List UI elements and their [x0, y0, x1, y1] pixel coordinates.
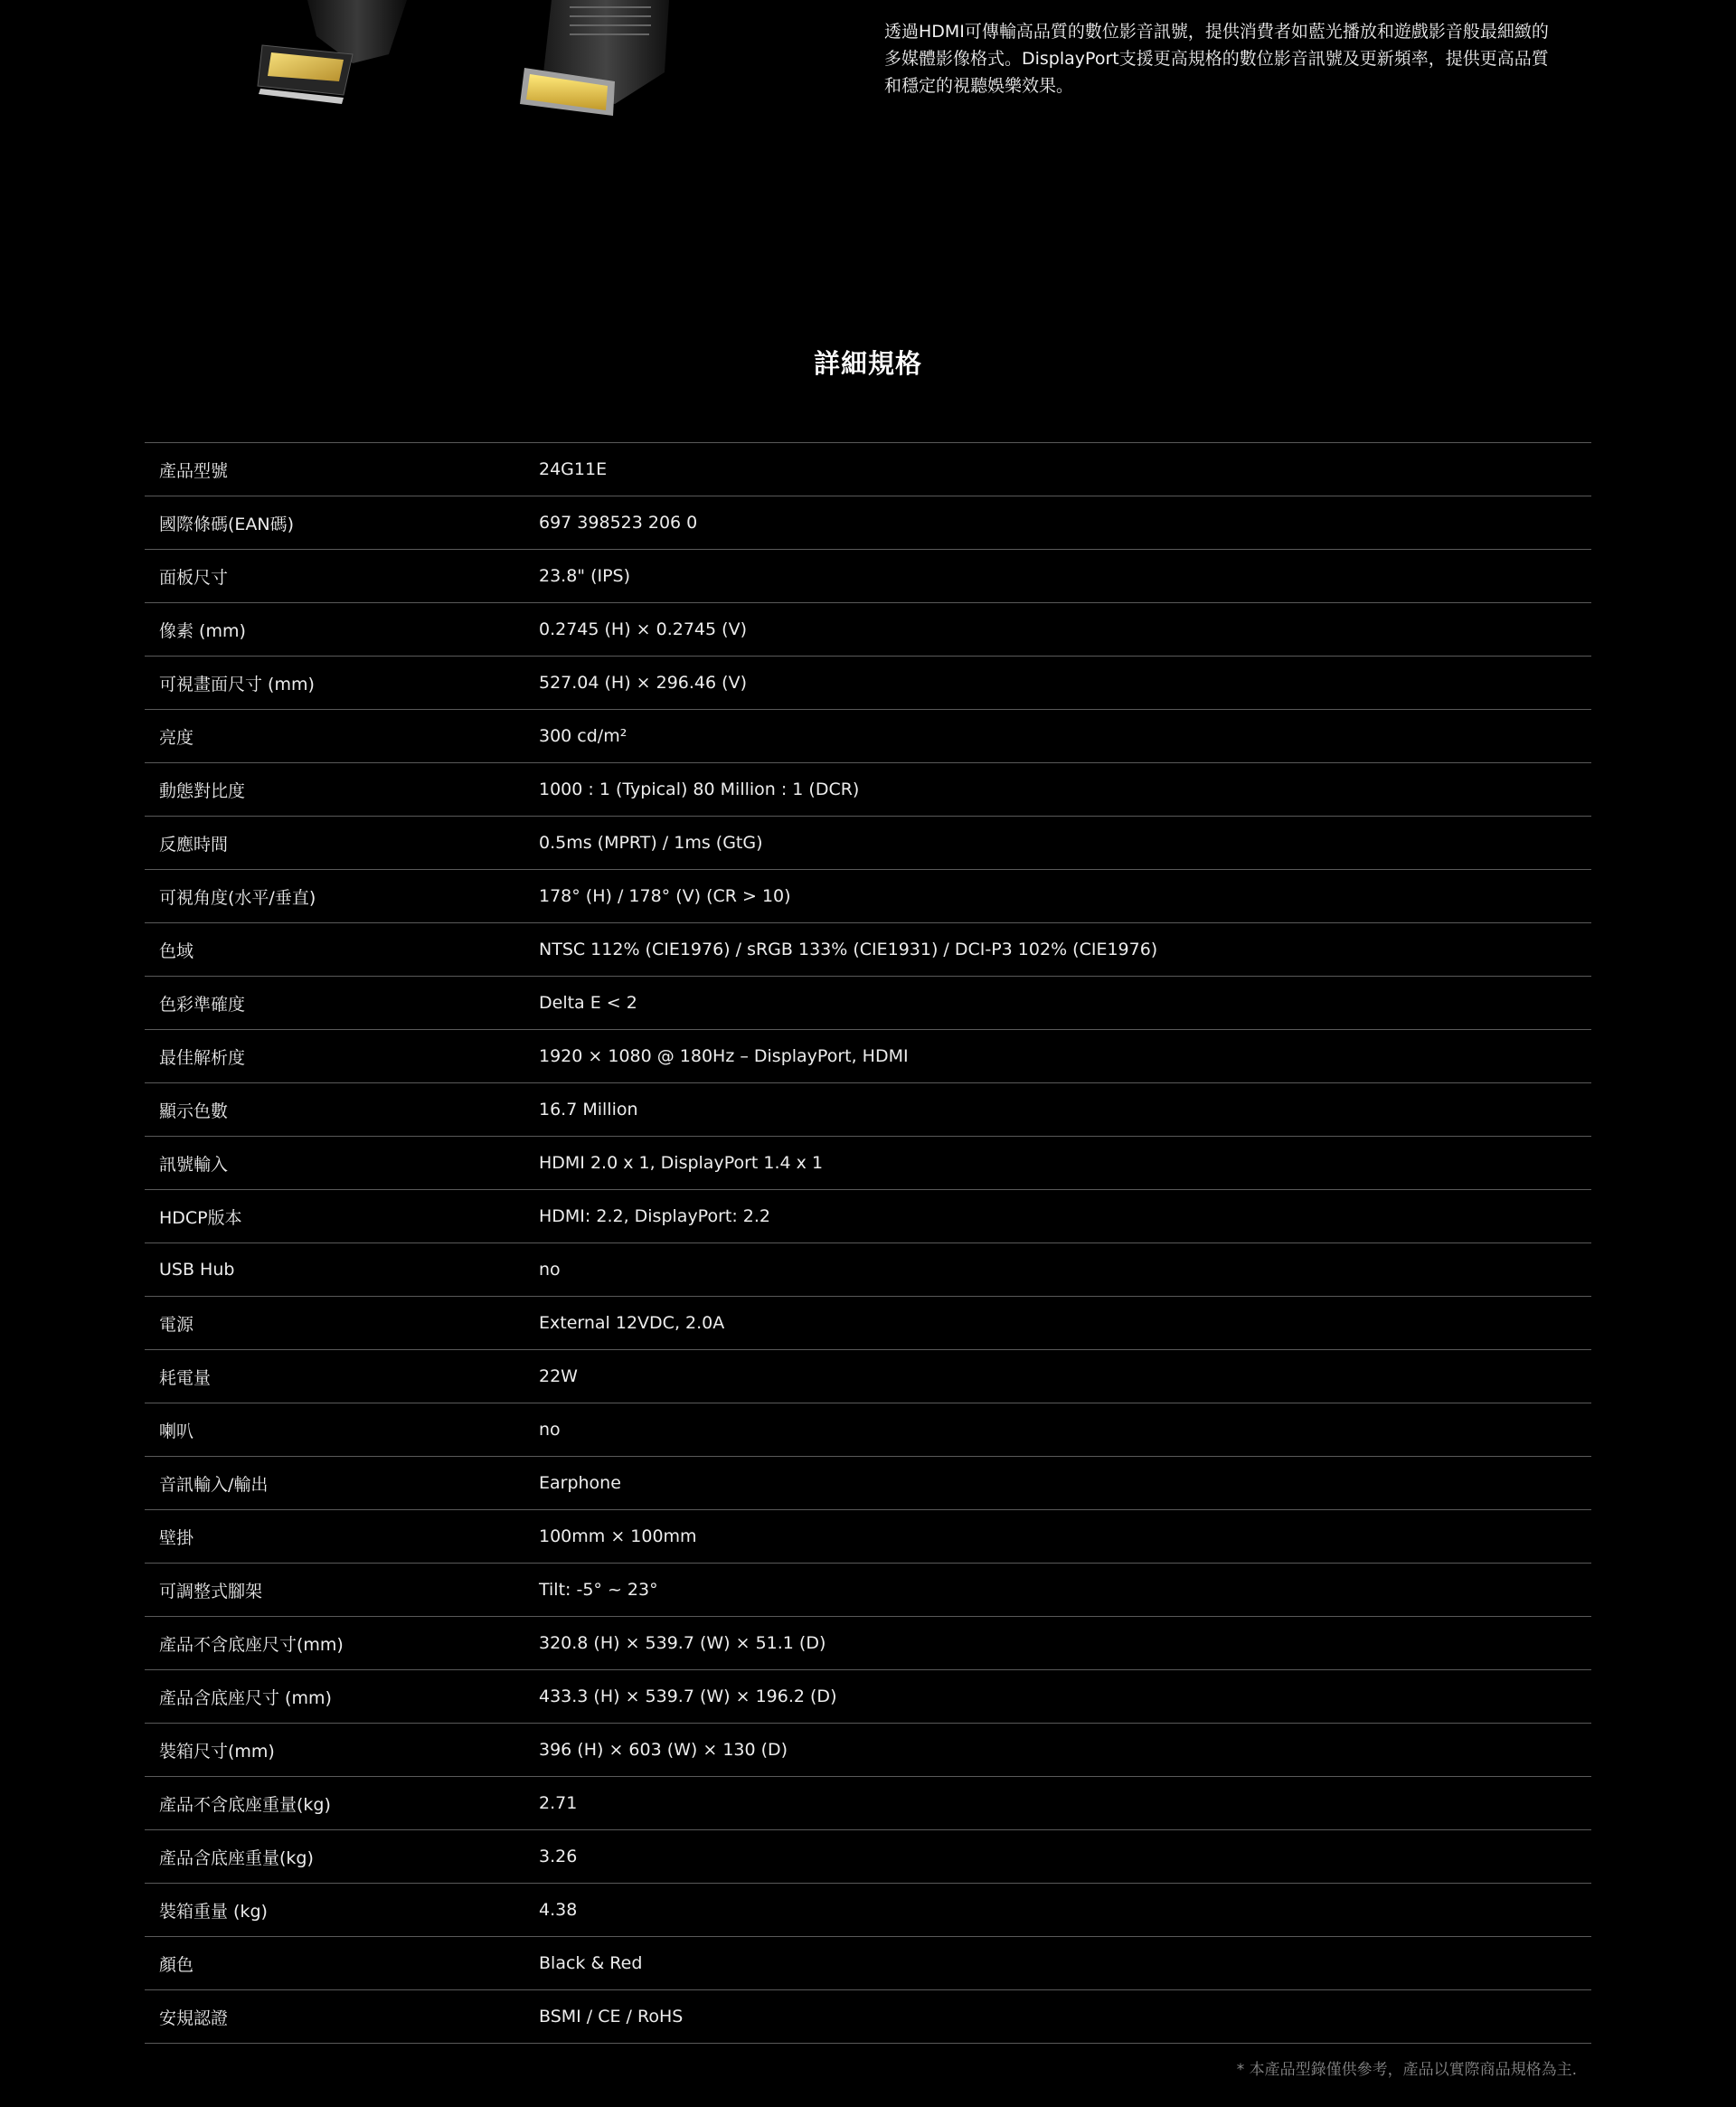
spec-value: 2.71	[539, 1777, 1591, 1830]
spec-value: NTSC 112% (CIE1976) / sRGB 133% (CIE1931) / DCI-P3 102% (CIE1976)	[539, 923, 1591, 977]
spec-label: 色彩準確度	[145, 977, 539, 1030]
spec-value: 396 (H) × 603 (W) × 130 (D)	[539, 1724, 1591, 1777]
spec-row	[145, 817, 1591, 870]
hdmi-displayport-description: 透過HDMI可傳輸高品質的數位影音訊號，提供消費者如藍光播放和遊戲影音般最細緻的多媒體影像格式。DisplayPort支援更高規格的數位影音訊號及更新頻率，提供更高品質和穩定的視聽娛樂效果。	[884, 22, 1549, 96]
spec-row	[145, 1083, 1591, 1137]
spec-label: 反應時間	[145, 817, 539, 870]
spec-label: 音訊輸入/輸出	[145, 1457, 539, 1510]
spec-label: 色域	[145, 923, 539, 977]
spec-row	[145, 1403, 1591, 1457]
spec-label: 裝箱重量 (kg)	[145, 1884, 539, 1937]
displayport-connector-image	[253, 0, 416, 136]
spec-value: External 12VDC, 2.0A	[539, 1297, 1591, 1350]
spec-label: 產品不含底座尺寸(mm)	[145, 1617, 539, 1670]
spec-value: 0.2745 (H) × 0.2745 (V)	[539, 603, 1591, 657]
spec-value: no	[539, 1403, 1591, 1457]
spec-label: 耗電量	[145, 1350, 539, 1403]
spec-row	[145, 763, 1591, 817]
spec-value: 23.8" (IPS)	[539, 550, 1591, 603]
spec-label: 電源	[145, 1297, 539, 1350]
footnote: * 本產品型錄僅供參考，產品以實際商品規格為主.	[1236, 2061, 1577, 2079]
spec-label: 可視角度(水平/垂直)	[145, 870, 539, 923]
spec-row	[145, 657, 1591, 710]
spec-value: 16.7 Million	[539, 1083, 1591, 1137]
spec-value: Tilt: -5° ~ 23°	[539, 1564, 1591, 1617]
spec-label: HDCP版本	[145, 1190, 539, 1243]
spec-label: 像素 (mm)	[145, 603, 539, 657]
spec-label: 產品含底座重量(kg)	[145, 1830, 539, 1884]
spec-table	[145, 442, 1591, 2044]
spec-row	[145, 923, 1591, 977]
spec-value: Earphone	[539, 1457, 1591, 1510]
spec-row	[145, 496, 1591, 550]
spec-row	[145, 1137, 1591, 1190]
spec-row	[145, 1937, 1591, 1990]
spec-label: 可調整式腳架	[145, 1564, 539, 1617]
hero-section	[0, 0, 1736, 181]
spec-label: 訊號輸入	[145, 1137, 539, 1190]
spec-label: 亮度	[145, 710, 539, 763]
spec-value: HDMI 2.0 x 1, DisplayPort 1.4 x 1	[539, 1137, 1591, 1190]
spec-row	[145, 443, 1591, 496]
spec-row	[145, 1243, 1591, 1297]
spec-row	[145, 1190, 1591, 1243]
spec-row	[145, 1830, 1591, 1884]
hdmi-connector-image	[506, 0, 678, 136]
spec-row	[145, 603, 1591, 657]
spec-value: 527.04 (H) × 296.46 (V)	[539, 657, 1591, 710]
spec-value: no	[539, 1243, 1591, 1297]
spec-value: BSMI / CE / RoHS	[539, 1990, 1591, 2044]
spec-row	[145, 550, 1591, 603]
spec-label: 產品型號	[145, 443, 539, 496]
spec-value: 697 398523 206 0	[539, 496, 1591, 550]
spec-row	[145, 977, 1591, 1030]
spec-value: Black & Red	[539, 1937, 1591, 1990]
spec-label: 可視畫面尺寸 (mm)	[145, 657, 539, 710]
spec-value: 3.26	[539, 1830, 1591, 1884]
spec-label: 動態對比度	[145, 763, 539, 817]
spec-value: 4.38	[539, 1884, 1591, 1937]
spec-table-body	[145, 443, 1591, 2044]
spec-value: HDMI: 2.2, DisplayPort: 2.2	[539, 1190, 1591, 1243]
spec-row	[145, 1777, 1591, 1830]
spec-value: 24G11E	[539, 443, 1591, 496]
spec-row	[145, 710, 1591, 763]
spec-value: 433.3 (H) × 539.7 (W) × 196.2 (D)	[539, 1670, 1591, 1724]
spec-label: 安規認證	[145, 1990, 539, 2044]
spec-row	[145, 1510, 1591, 1564]
spec-label: USB Hub	[145, 1243, 539, 1297]
spec-value: 22W	[539, 1350, 1591, 1403]
spec-label: 壁掛	[145, 1510, 539, 1564]
spec-label: 最佳解析度	[145, 1030, 539, 1083]
spec-row	[145, 1564, 1591, 1617]
spec-label: 面板尺寸	[145, 550, 539, 603]
spec-value: 1920 × 1080 @ 180Hz – DisplayPort, HDMI	[539, 1030, 1591, 1083]
spec-value: 178° (H) / 178° (V) (CR > 10)	[539, 870, 1591, 923]
spec-value: 0.5ms (MPRT) / 1ms (GtG)	[539, 817, 1591, 870]
spec-row	[145, 1350, 1591, 1403]
spec-label: 裝箱尺寸(mm)	[145, 1724, 539, 1777]
spec-value: 300 cd/m²	[539, 710, 1591, 763]
spec-value: 100mm × 100mm	[539, 1510, 1591, 1564]
spec-label: 顏色	[145, 1937, 539, 1990]
spec-label: 國際條碼(EAN碼)	[145, 496, 539, 550]
spec-value: 320.8 (H) × 539.7 (W) × 51.1 (D)	[539, 1617, 1591, 1670]
spec-value: Delta E < 2	[539, 977, 1591, 1030]
spec-row	[145, 1457, 1591, 1510]
spec-row	[145, 1670, 1591, 1724]
spec-row	[145, 1884, 1591, 1937]
spec-row	[145, 1724, 1591, 1777]
spec-row	[145, 1617, 1591, 1670]
spec-row	[145, 1030, 1591, 1083]
spec-row	[145, 1990, 1591, 2044]
spec-label: 產品不含底座重量(kg)	[145, 1777, 539, 1830]
spec-label: 產品含底座尺寸 (mm)	[145, 1670, 539, 1724]
spec-value: 1000 : 1 (Typical) 80 Million : 1 (DCR)	[539, 763, 1591, 817]
spec-row	[145, 1297, 1591, 1350]
spec-row	[145, 870, 1591, 923]
specs-title: 詳細規格	[813, 348, 922, 379]
spec-label: 喇叭	[145, 1403, 539, 1457]
spec-label: 顯示色數	[145, 1083, 539, 1137]
